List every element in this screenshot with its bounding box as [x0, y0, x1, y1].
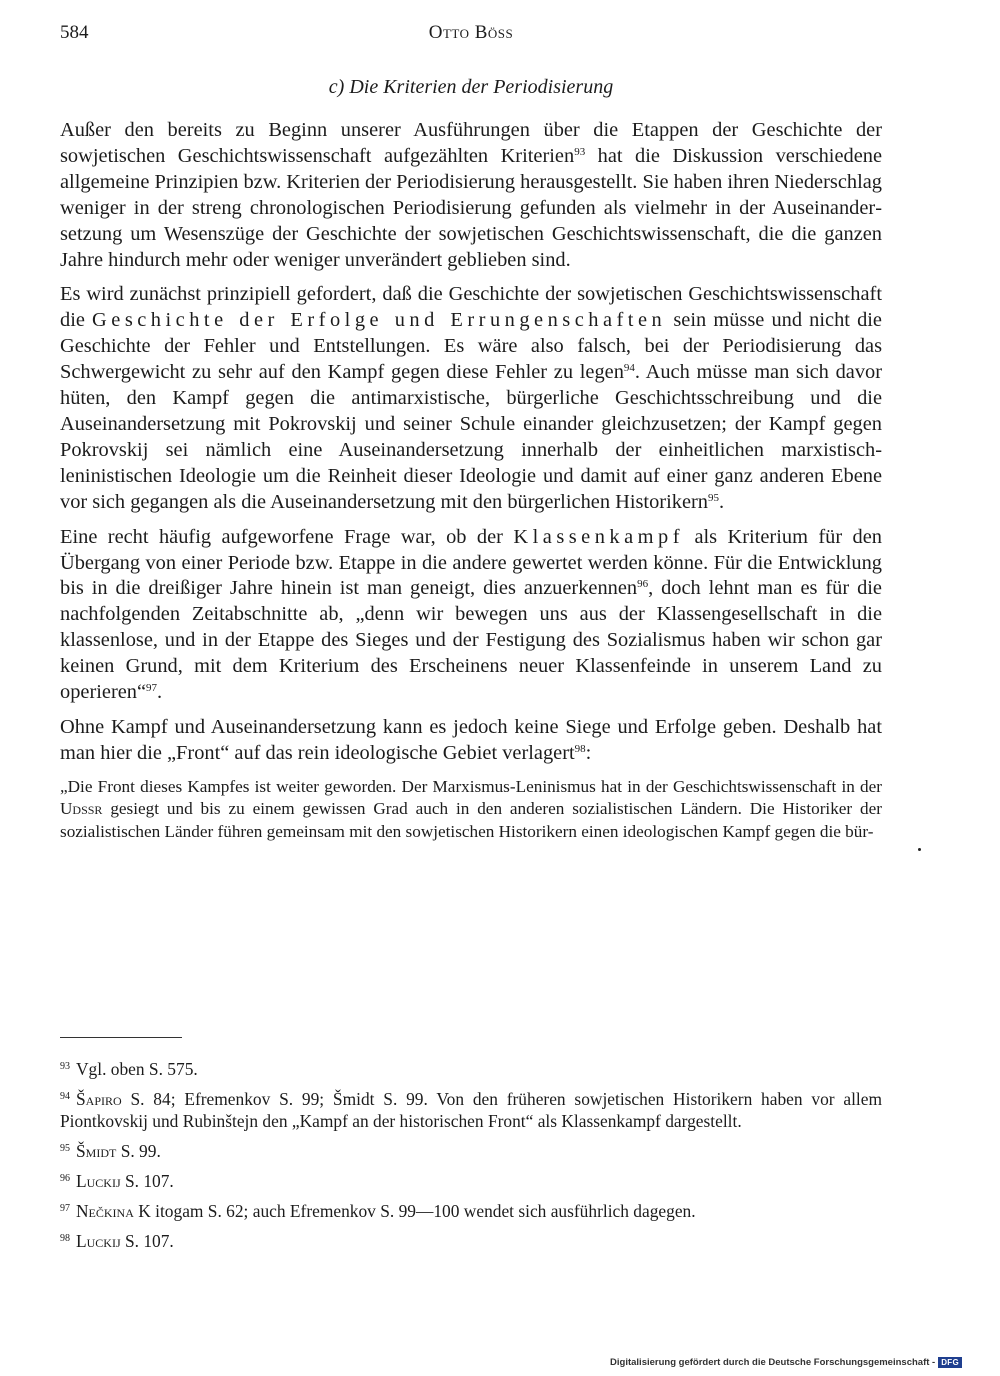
- footnote-text: S. 107.: [120, 1231, 174, 1251]
- footnote: [60, 1200, 882, 1222]
- paragraph-text: sein müsse und nicht die Geschichte der Fehler und Entstellungen. Es wäre also falsch, bei der Periodisierung das Schwergewicht zu sehr auf den Kampf gegen diese Fehler zu legen: [60, 309, 882, 384]
- paragraph-text: Es wird zunächst prinzipiell gefordert, daß die Geschichte der sowjetischen Geschichtswissenschaft die: [60, 283, 882, 332]
- footnote-ref: 96: [637, 578, 649, 591]
- footnote-number: 96: [60, 1173, 70, 1184]
- footnote-ref: 93: [574, 145, 586, 158]
- paragraph-text: Außer den bereits zu Beginn unserer Ausführungen über die Etappen der Geschichte der sowjetischen Geschichtswissenschaft aufgezählten Kriterien: [60, 119, 882, 167]
- emphasized-text: Geschichte der Erfolge und Errungenschaften: [92, 309, 667, 332]
- page-number: 584: [60, 22, 89, 43]
- paragraph-text: .: [157, 681, 163, 704]
- footnote-divider: [60, 1037, 182, 1038]
- paragraph-text: Ohne Kampf und Auseinandersetzung kann es jedoch keine Siege und Erfolge geben. Deshalb hat man hier die „Front“ auf das rein ideologische Gebiet verlagert: [60, 715, 882, 764]
- footnote-number: 93: [60, 1061, 70, 1072]
- paragraph-1: [60, 118, 882, 273]
- footnote-text: S. 84; Efremenkov S. 99; Šmidt S. 99. Von den früheren sowjetischen Historikern haben vor allem Piontkovskij und Rubinštejn den „Kampf an der historischen Front“ als Klassenkampf dargestellt.: [60, 1089, 882, 1131]
- footnote-author: Nečkina: [76, 1201, 134, 1221]
- paragraph-text: Eine recht häufig aufgeworfene Frage war, ob der: [60, 525, 514, 548]
- footnote: [60, 1170, 882, 1192]
- paragraph-text: hat die Diskussion verschiedene allgemeine Prinzipien bzw. Kriterien der Periodisierung herausgestellt. Sie haben ihren Niederschlag weniger in der streng chronologischen Periodisierung gefunden als vielmehr in der Auseinandersetzung um Wesenszüge der Geschichte der sowjetischen Geschichtswissenschaft, die die ganzen Jahre hindurch mehr oder weniger unverändert geblieben sind.: [60, 144, 882, 271]
- section-title: c) Die Kriterien der Periodisierung: [328, 76, 614, 98]
- footnote: [60, 1088, 882, 1132]
- page-header: [60, 22, 882, 50]
- footnote-text: K itogam S. 62; auch Efremenkov S. 99—100 wendet sich ausführlich dagegen.: [133, 1201, 696, 1221]
- paragraph-text: .: [718, 490, 725, 513]
- quote-text: „Die Front dieses Kampfes ist weiter geworden. Der Marxismus-Leninismus hat in der Geschichtswissenschaft in der: [60, 776, 882, 796]
- emphasized-text: Klassenkampf: [513, 525, 685, 548]
- footnote-text: Vgl. oben S. 575.: [76, 1059, 198, 1079]
- footnote-text: S. 99.: [116, 1141, 161, 1161]
- footnote-number: 97: [60, 1203, 70, 1214]
- paragraph-text: , doch lehnt man es für die nachfolgenden Zeitabschnitte ab, „denn wir bewegen uns aus der Klassengesellschaft in die klassenlose, und in der Etappe des Sieges und der Festigung des Sozialismus haben wir schon gar keinen Grund, mit dem Kriterium des Erscheinens neuer Klassenfeinde in unserem Land zu operieren“: [60, 577, 882, 704]
- running-head-author: Otto Böss: [428, 22, 514, 43]
- footnote: [60, 1140, 882, 1162]
- quote-abbrev: Udssr: [60, 799, 103, 819]
- dfg-logo-icon: DFG: [938, 1357, 962, 1368]
- footnote-ref: 97: [146, 682, 158, 695]
- footnote-author: Šapiro: [76, 1089, 122, 1109]
- paragraph-text: als Kriterium für den Übergang von einer Periode bzw. Etappe in die andere gewertet werden könne. Für die Entwicklung bis in die dreißiger Jahre hinein ist man geneigt, dies anzuerkennen: [60, 525, 882, 600]
- paragraph-text: :: [585, 741, 592, 764]
- footnote-ref: 94: [623, 362, 635, 375]
- footnote-text: S. 107.: [120, 1171, 174, 1191]
- footnote-number: 95: [60, 1143, 70, 1154]
- credit-text: Digitalisierung gefördert durch die Deutsche Forschungsgemeinschaft -: [610, 1357, 936, 1368]
- paragraph-text: . Auch müsse man sich davor hüten, den Kampf gegen die antimarxistische, bürgerliche Geschichtsschreibung und die Auseinandersetzung mit Pokrovskij und seiner Schule einander gleichzusetzen; der Kampf gegen Pokrovskij sei nämlich eine Auseinandersetzung innerhalb der einheitlichen marxistisch-leninistischen Ideologie um die Reinheit dieser Ideologie und damit auf einer ganz anderen Ebene vor sich gegangen als die Auseinandersetzung mit den bürgerlichen Historikern: [60, 361, 883, 513]
- quote-text: gesiegt und bis zu einem gewissen Grad auch in den anderen sozialistischen Ländern. Die Historiker der sozialistischen Länder führen gemeinsam mit den sowjetischen Historikern einen ideologischen Kampf gegen die bür-: [60, 799, 882, 841]
- footnote-number: 98: [60, 1233, 70, 1244]
- footnote-author: Šmidt: [76, 1141, 117, 1161]
- footnote: [60, 1230, 882, 1252]
- digitization-credit: [610, 1357, 962, 1368]
- footnote-number: 94: [60, 1091, 70, 1102]
- footnote-author: Luckij: [76, 1231, 121, 1251]
- footnote: [60, 1058, 882, 1080]
- paragraph-3: [60, 525, 882, 706]
- footnote-ref: 95: [707, 491, 719, 504]
- footnote-ref: 98: [574, 742, 586, 755]
- block-quote: [60, 776, 882, 844]
- paragraph-2: [60, 282, 882, 515]
- footnote-author: Luckij: [76, 1171, 121, 1191]
- body-text: [60, 118, 882, 843]
- scan-speck: [918, 848, 921, 851]
- paragraph-4: [60, 715, 882, 767]
- footnotes: [60, 1058, 882, 1260]
